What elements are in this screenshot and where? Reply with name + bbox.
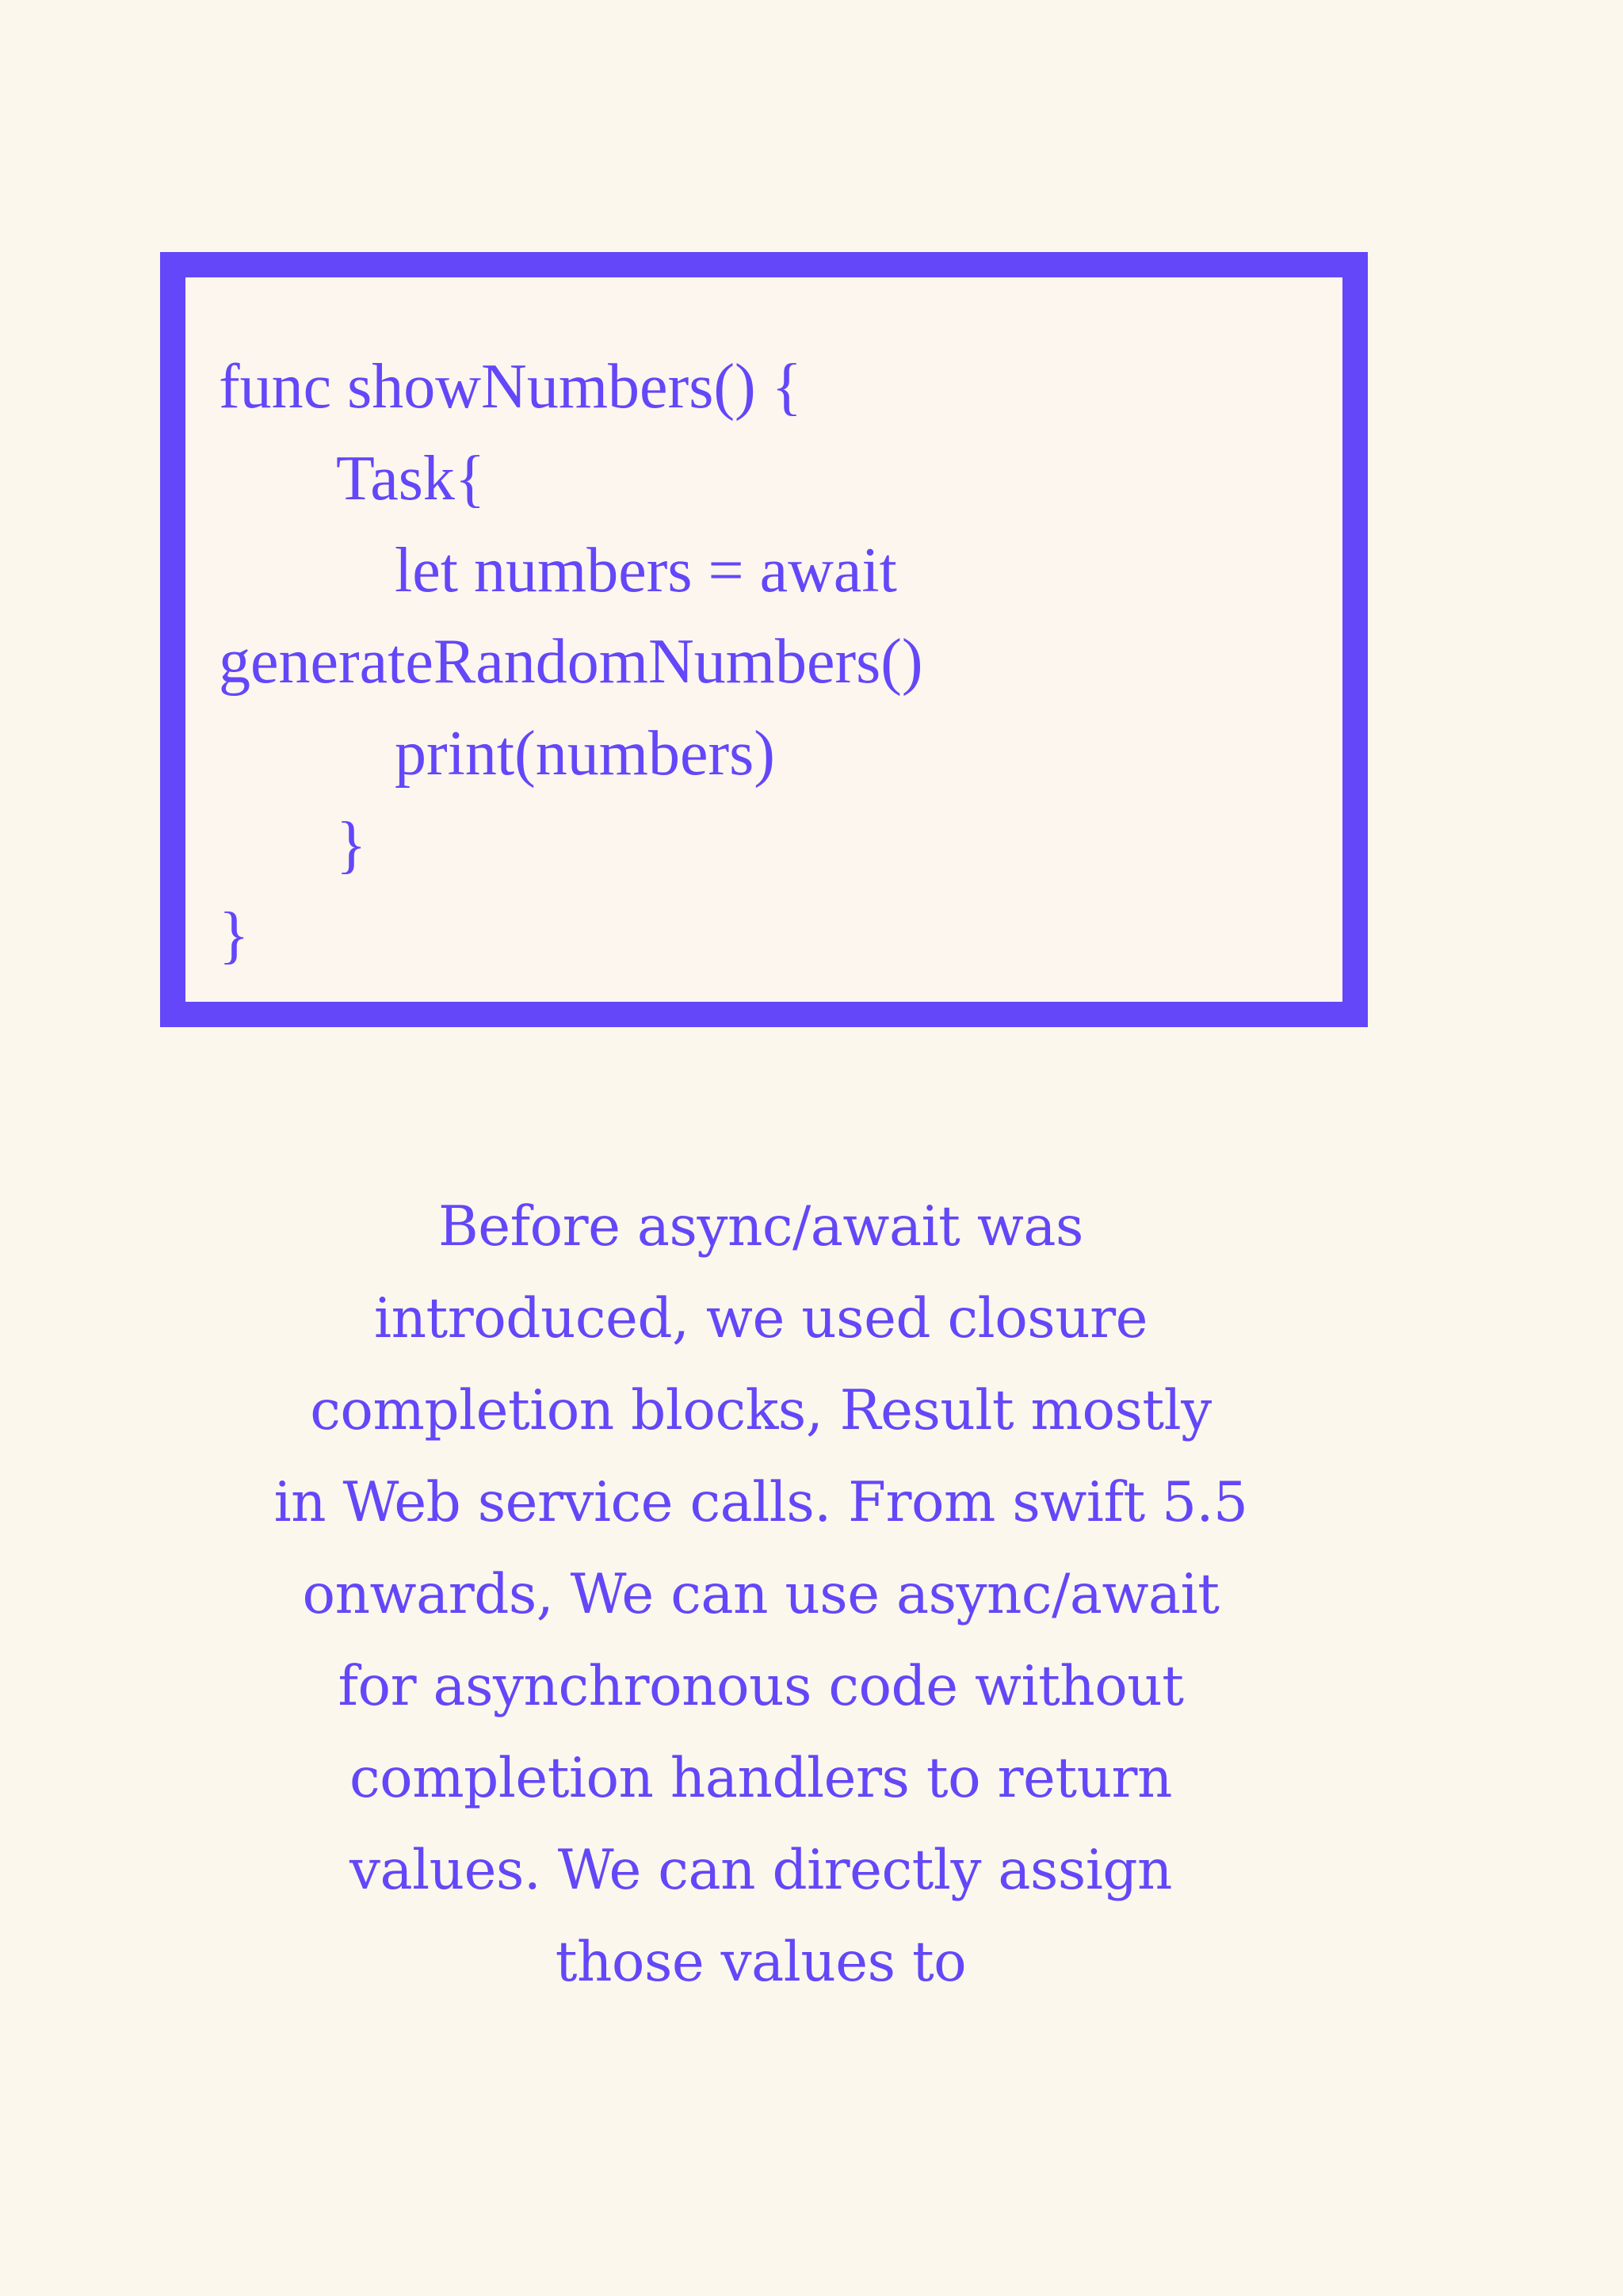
code-line: Task{ bbox=[336, 444, 486, 514]
description-paragraph bbox=[238, 1181, 1284, 2008]
code-line: print(numbers) bbox=[395, 719, 775, 789]
description-line: completion handlers to return bbox=[349, 1747, 1172, 1810]
code-line: } bbox=[219, 900, 250, 970]
code-line: } bbox=[336, 810, 367, 880]
description-line: onwards, We can use async/await bbox=[302, 1563, 1220, 1626]
description-line: in Web service calls. From swift 5.5 bbox=[273, 1471, 1248, 1534]
description-line: completion blocks, Result mostly bbox=[310, 1379, 1212, 1442]
description-line: those values to bbox=[555, 1931, 967, 1994]
code-lines bbox=[185, 277, 1342, 1002]
code-line: let numbers = await bbox=[395, 536, 897, 606]
description-line: Before async/await was bbox=[438, 1195, 1083, 1259]
code-line: generateRandomNumbers() bbox=[219, 627, 923, 697]
code-block bbox=[160, 252, 1368, 1027]
code-line: func showNumbers() { bbox=[219, 352, 803, 422]
description-line: for asynchronous code without bbox=[338, 1655, 1184, 1718]
description-line: values. We can directly assign bbox=[349, 1839, 1172, 1902]
description-line: introduced, we used closure bbox=[374, 1287, 1148, 1350]
